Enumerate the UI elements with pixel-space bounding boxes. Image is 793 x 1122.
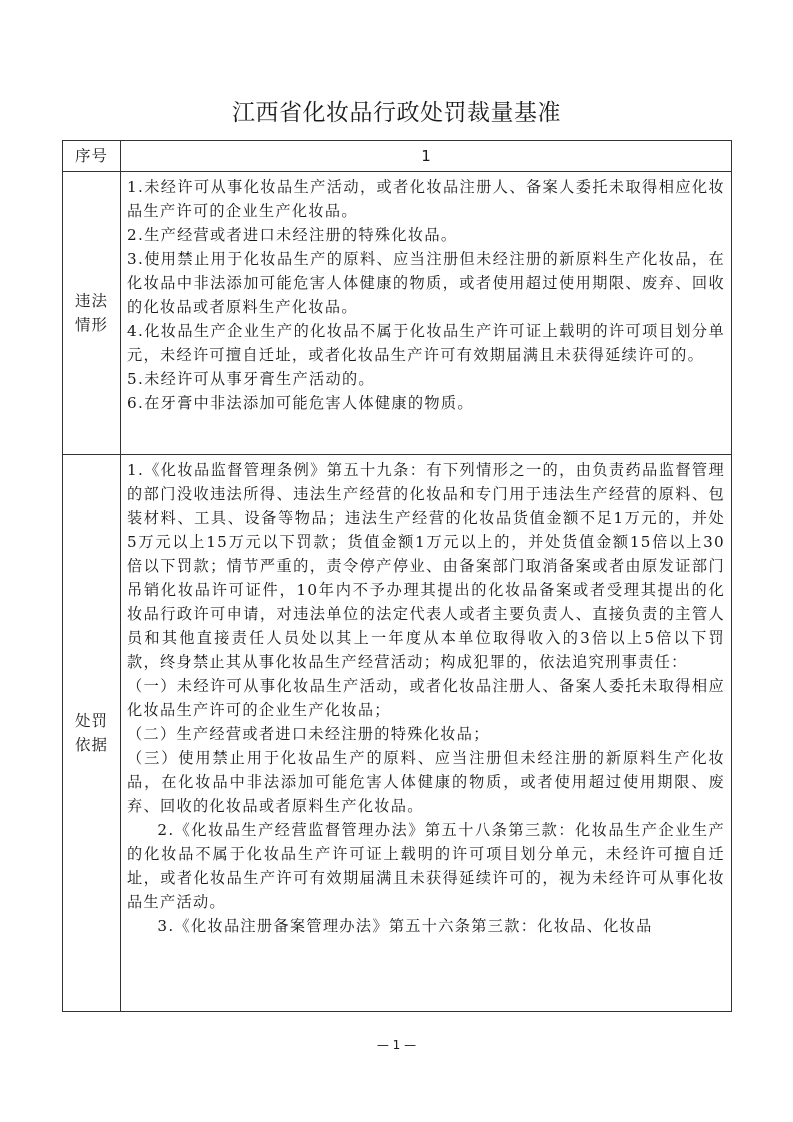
violation-item: 1.未经许可从事化妆品生产活动，或者化妆品注册人、备案人委托未取得相应化妆品生产许可的企业生产化妆品。 [127, 178, 725, 220]
violation-item: 4.化妆品生产企业生产的化妆品不属于化妆品生产许可证上载明的许可项目划分单元，未经许可擅自迁址，或者化妆品生产许可有效期届满且未获得延续许可的。 [127, 322, 725, 364]
basis-label-line2: 依据 [74, 736, 108, 754]
violation-item: 5.未经许可从事牙膏生产活动的。 [127, 370, 375, 388]
violation-content [121, 172, 732, 455]
table-row-sequence [63, 141, 732, 172]
violation-item: 3.使用禁止用于化妆品生产的原料、应当注册但未经注册的新原料生产化妆品，在化妆品中非法添加可能危害人体健康的物质，或者使用超过使用期限、废弃、回收的化妆品或者原料生产化妆品。 [127, 250, 725, 316]
basis-label-line1: 处罚 [74, 712, 108, 730]
violation-label-line1: 违法 [74, 292, 108, 310]
basis-paragraph: 2.《化妆品生产经营监督管理办法》第五十八条第三款：化妆品生产企业生产的化妆品不属于化妆品生产许可证上载明的许可项目划分单元，未经许可擅自迁址，或者化妆品生产许可有效期届满且未获得延续许可的，视为未经许可从事化妆品生产活动。 [127, 821, 725, 911]
seq-label: 序号 [63, 141, 121, 172]
basis-paragraph: （一）未经许可从事化妆品生产活动，或者化妆品注册人、备案人委托未取得相应化妆品生产许可的企业生产化妆品； [127, 677, 725, 719]
penalty-standard-table [62, 140, 732, 1012]
violation-label-line2: 情形 [74, 316, 108, 334]
basis-content [121, 455, 732, 1012]
table-row-basis [63, 455, 732, 1012]
seq-value: 1 [121, 141, 732, 172]
basis-label [63, 455, 121, 1012]
page-number: — 1 — [376, 1038, 417, 1052]
violation-item: 6.在牙膏中非法添加可能危害人体健康的物质。 [127, 394, 474, 412]
basis-paragraph: 1.《化妆品监督管理条例》第五十九条：有下列情形之一的，由负责药品监督管理的部门没收违法所得、违法生产经营的化妆品和专门用于违法生产经营的原料、包装材料、工具、设备等物品；违法生产经营的化妆品货值金额不足1万元的，并处5万元以上15万元以下罚款；货值金额1万元以上的，并处货值金额15倍以上30倍以下罚款；情节严重的，责令停产停业、由备案部门取消备案或者由原发证部门吊销化妆品许可证件，10年内不予办理其提出的化妆品备案或者受理其提出的化妆品行政许可申请，对违法单位的法定代表人或者主要负责人、直接负责的主管人员和其他直接责任人员处以其上一年度从本单位取得收入的3倍以上5倍以下罚款，终身禁止其从事化妆品生产经营活动；构成犯罪的，依法追究刑事责任： [127, 461, 725, 671]
violation-label [63, 172, 121, 455]
document-title: 江西省化妆品行政处罚裁量基准 [232, 100, 561, 126]
basis-paragraph: 3.《化妆品注册备案管理办法》第五十六条第三款：化妆品、化妆品 [157, 917, 653, 935]
basis-paragraph: （二）生产经营或者进口未经注册的特殊化妆品； [127, 725, 490, 743]
table-row-violation [63, 172, 732, 455]
basis-paragraph: （三）使用禁止用于化妆品生产的原料、应当注册但未经注册的新原料生产化妆品，在化妆品中非法添加可能危害人体健康的物质，或者使用超过使用期限、废弃、回收的化妆品或者原料生产化妆品。 [127, 749, 725, 815]
violation-item: 2.生产经营或者进口未经注册的特殊化妆品。 [127, 226, 458, 244]
